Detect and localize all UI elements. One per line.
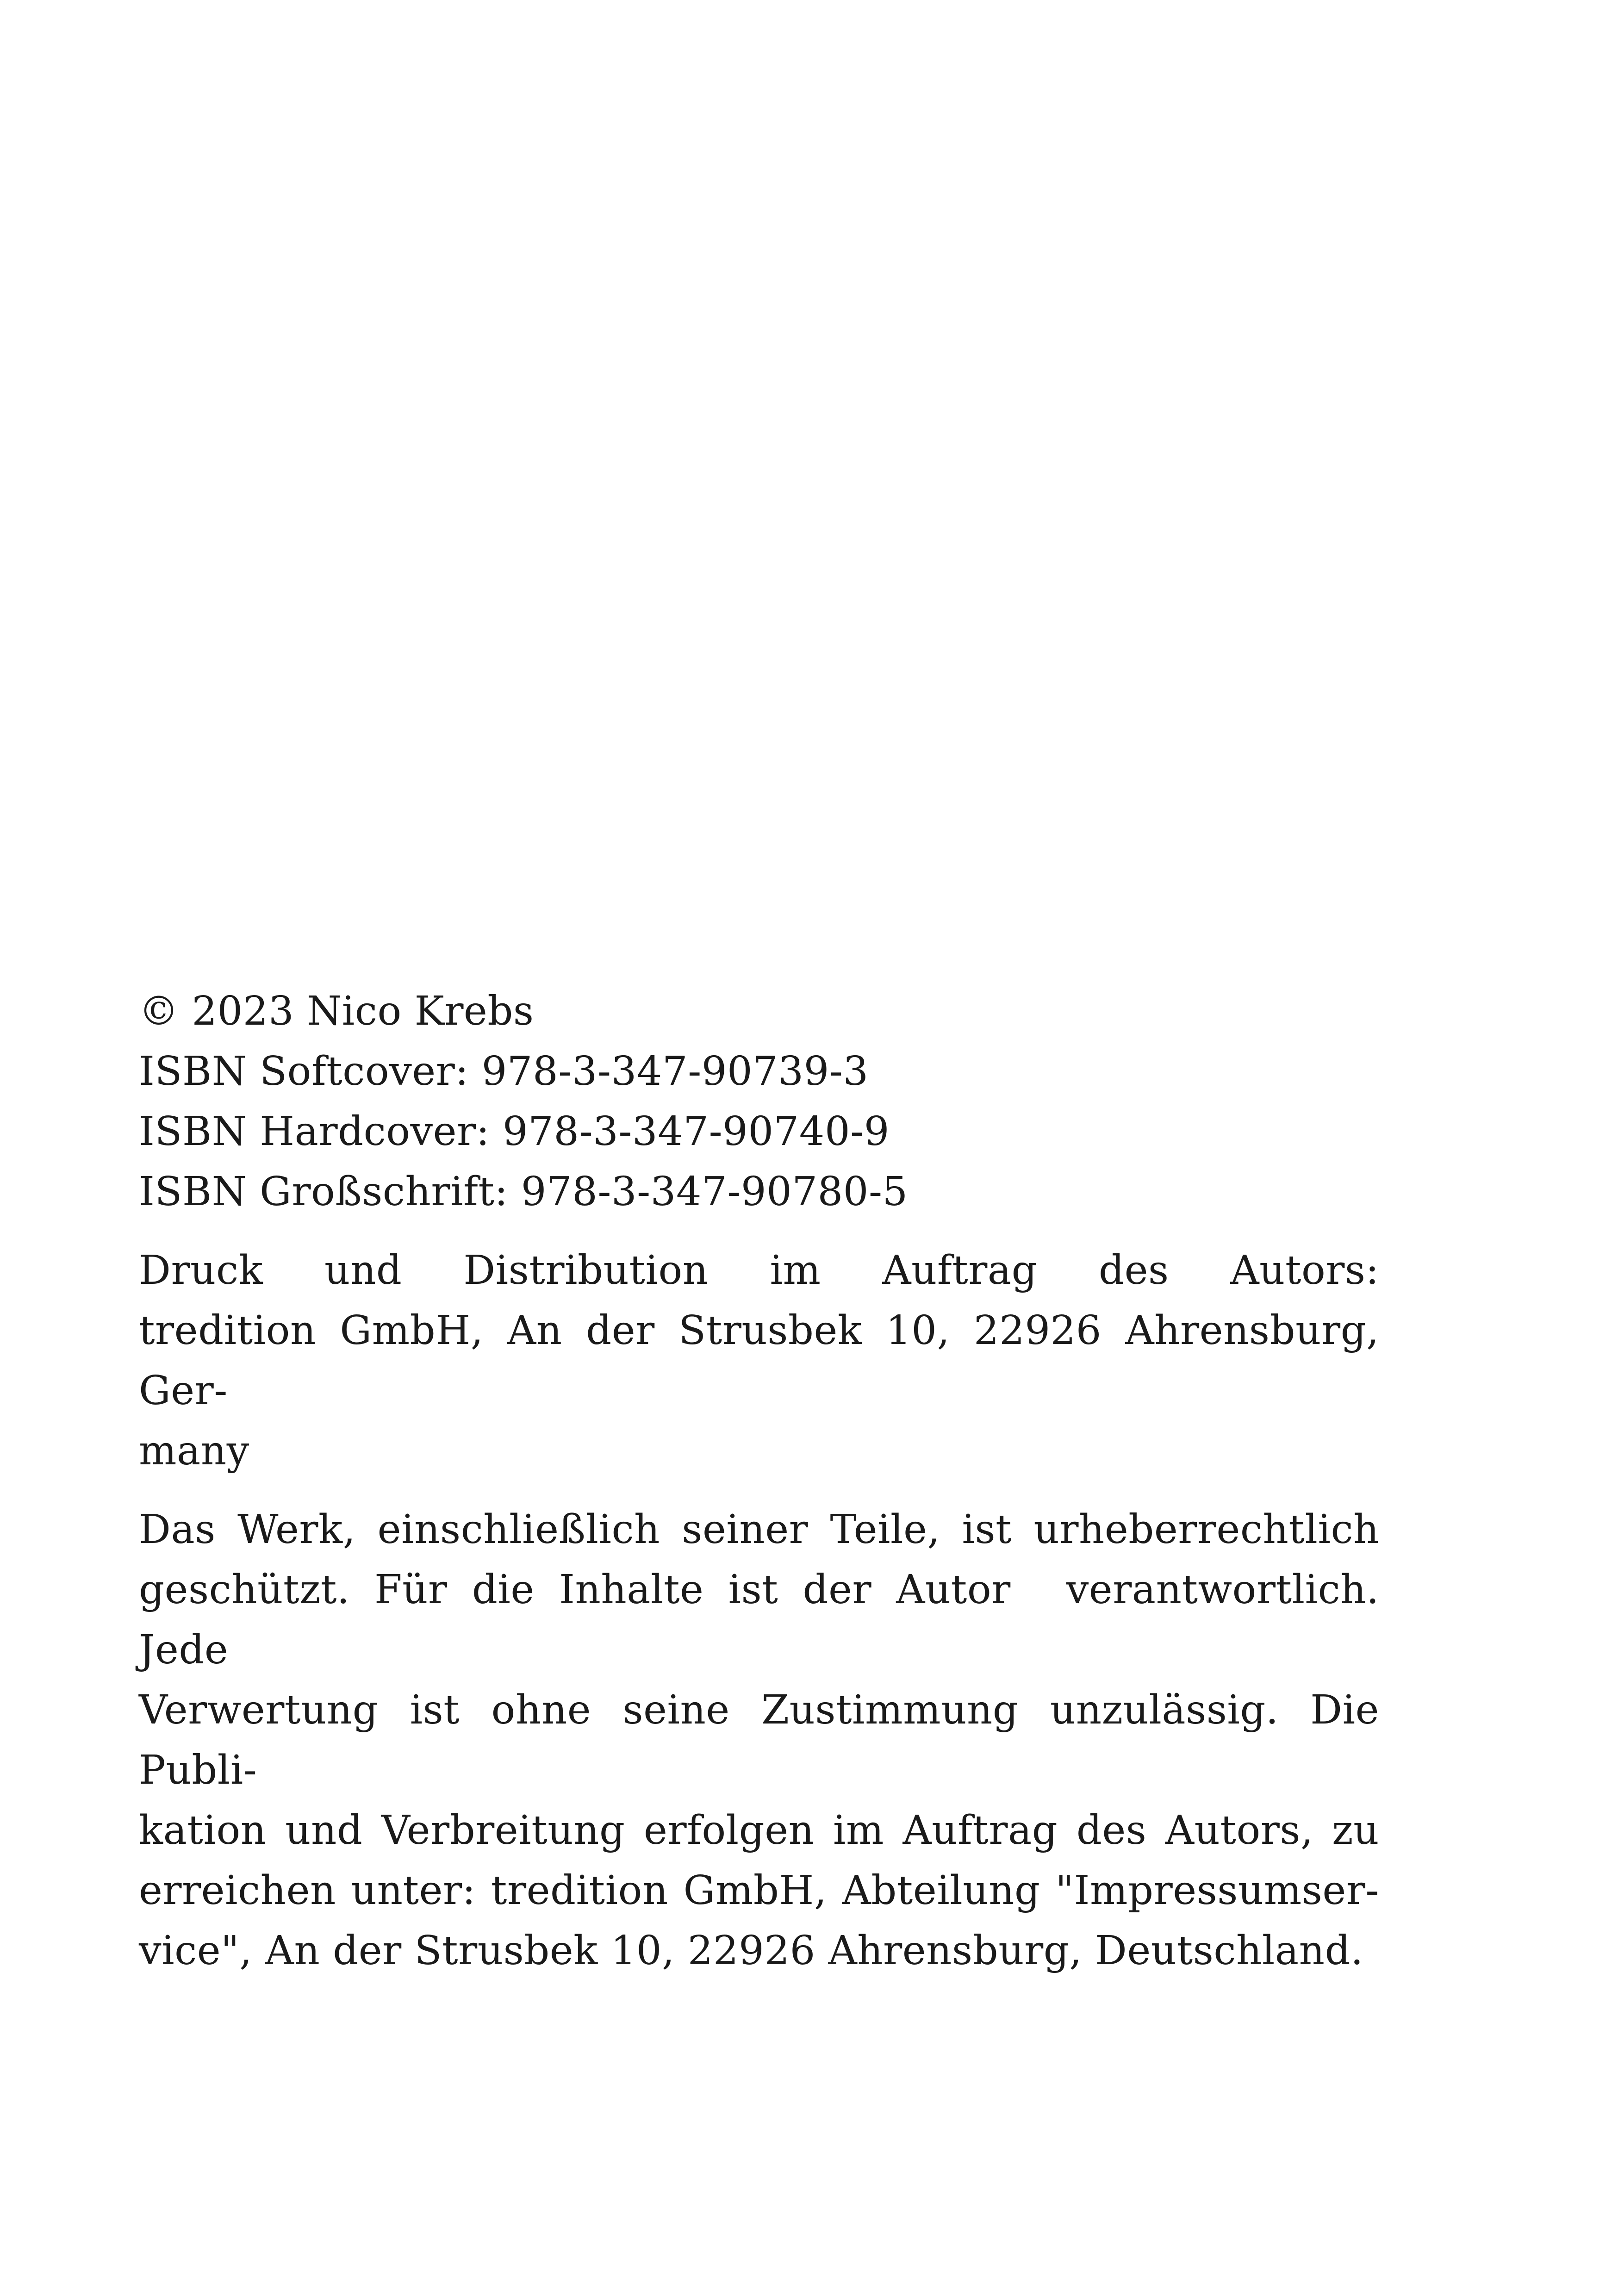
- legal-line-part: geschützt. Für die Inhalte ist der Autor: [139, 1567, 1011, 1613]
- legal-line-part: verantwortlich. Jede: [139, 1567, 1379, 1673]
- legal-notice: [139, 1500, 1379, 1981]
- printing-line: Druck und Distribution im Auftrag des Autors:: [139, 1247, 1379, 1294]
- legal-line: vice", An der Strusbek 10, 22926 Ahrensburg, Deutschland.: [139, 1928, 1363, 1974]
- printing-line: tredition GmbH, An der Strusbek 10, 22926 Ahrensburg, Ger-: [139, 1307, 1379, 1414]
- copyright-notice: © 2023 Nico Krebs: [139, 988, 534, 1034]
- isbn-list: [139, 1041, 1379, 1222]
- isbn-hardcover: ISBN Hardcover: 978-3-347-90740-9: [139, 1108, 890, 1155]
- printing-distribution-notice: [139, 1240, 1379, 1481]
- legal-line: erreichen unter: tredition GmbH, Abteilung "Impressumser-: [139, 1867, 1379, 1914]
- printing-line: many: [139, 1428, 249, 1474]
- legal-line: [139, 1560, 1379, 1680]
- legal-line: kation und Verbreitung erfolgen im Auftrag des Autors, zu: [139, 1807, 1379, 1854]
- isbn-softcover: ISBN Softcover: 978-3-347-90739-3: [139, 1048, 869, 1095]
- legal-line: Das Werk, einschließlich seiner Teile, ist urheberrechtlich: [139, 1506, 1379, 1553]
- isbn-large-print: ISBN Großschrift: 978-3-347-90780-5: [139, 1169, 908, 1215]
- imprint-section: [139, 981, 1379, 1999]
- legal-line: Verwertung ist ohne seine Zustimmung unzulässig. Die Publi-: [139, 1687, 1379, 1793]
